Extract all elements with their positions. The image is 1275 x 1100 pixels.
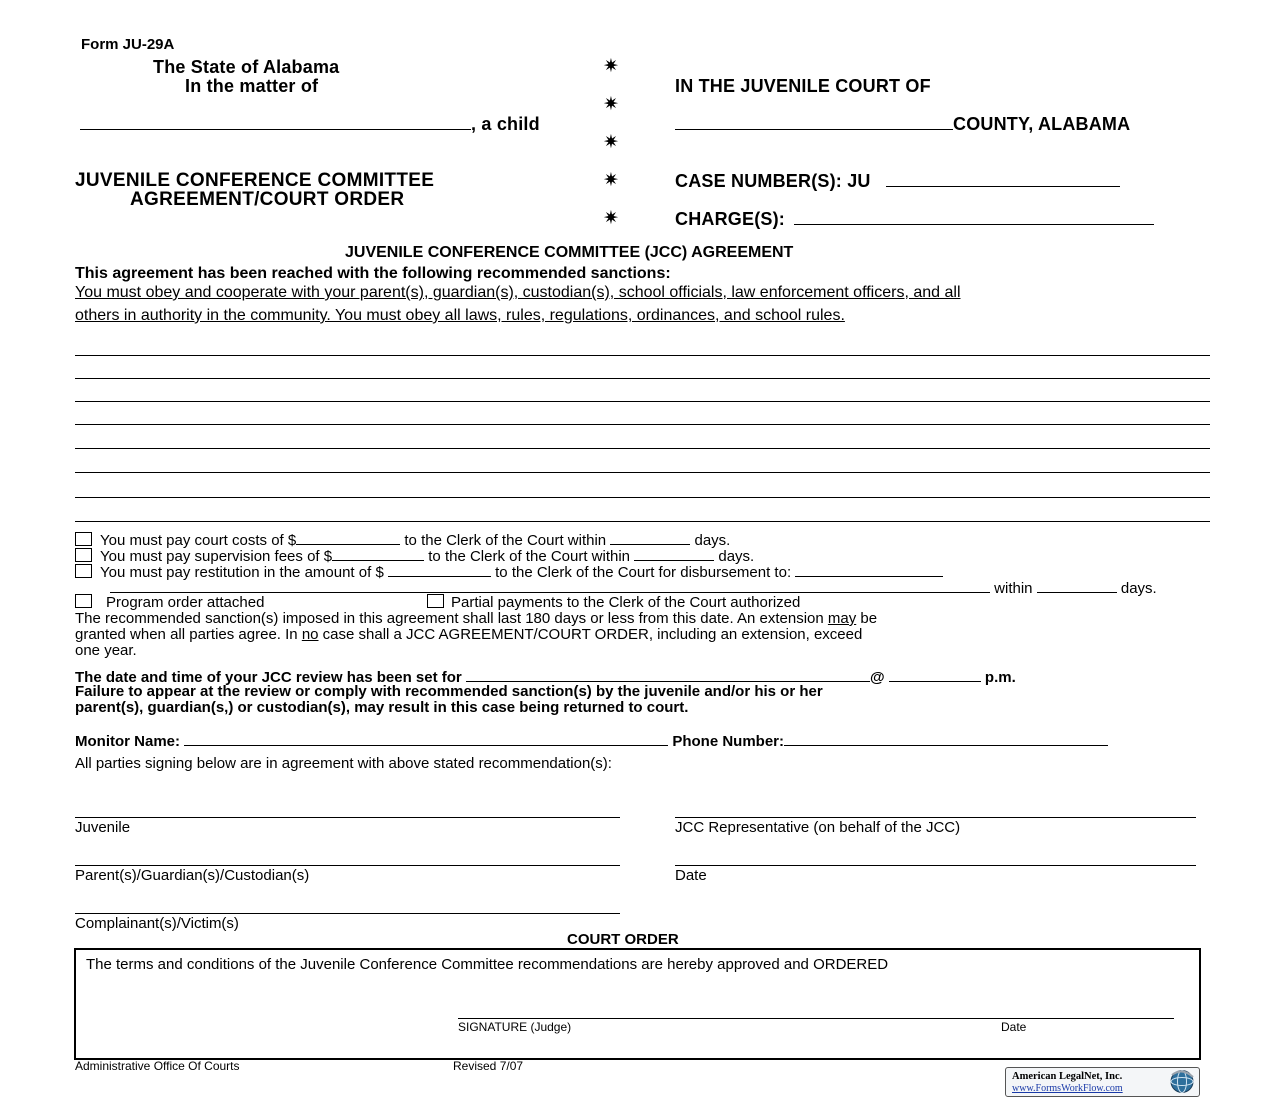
review-label: The date and time of your JCC review has been set for — [75, 669, 462, 686]
judge-signature-line[interactable] — [458, 1018, 1174, 1019]
program-order-checkbox[interactable] — [75, 594, 92, 608]
monitor-row — [75, 731, 1108, 750]
logo-url[interactable]: www.FormsWorkFlow.com — [1012, 1083, 1123, 1094]
logo-company: American LegalNet, Inc. — [1012, 1071, 1123, 1082]
sanction-line[interactable] — [75, 521, 1210, 522]
phone-number-field[interactable] — [784, 731, 1108, 746]
case-number-field[interactable] — [886, 172, 1120, 187]
sanction-line[interactable] — [75, 355, 1210, 356]
date-label: Date — [675, 867, 707, 884]
charge-row — [675, 209, 1154, 230]
county-field[interactable] — [675, 115, 953, 130]
restitution-checkbox[interactable] — [75, 564, 92, 578]
supervision-pre: You must pay supervision fees of $ — [100, 548, 333, 565]
court-order-text: The terms and conditions of the Juvenile Conference Committee recommendations are hereby approved and ORDERED — [86, 956, 889, 973]
supervision-checkbox[interactable] — [75, 548, 92, 562]
duration-para-1: The recommended sanction(s) imposed in this agreement shall last 180 days or less from this date. An extension may be — [75, 610, 878, 627]
restitution-mid: to the Clerk of the Court for disbursement to: — [495, 564, 792, 581]
court-costs-pre: You must pay court costs of $ — [100, 532, 297, 549]
partial-payments-label: Partial payments to the Clerk of the Court authorized — [451, 594, 801, 611]
case-number-row — [675, 171, 1120, 192]
review-at: @ — [869, 669, 885, 686]
county-label: COUNTY, ALABAMA — [953, 114, 1131, 134]
agreement-heading: JUVENILE CONFERENCE COMMITTEE (JCC) AGREEMENT — [345, 244, 794, 261]
court-order-heading: COURT ORDER — [567, 931, 679, 948]
court-costs-post: days. — [694, 532, 731, 549]
doc-title-line1: JUVENILE CONFERENCE COMMITTEE — [75, 170, 435, 191]
charge-label: CHARGE(S): — [675, 209, 785, 229]
sanction-line[interactable] — [75, 401, 1210, 402]
failure-line-2: parent(s), guardian(s,) or custodian(s), may result in this case being returned to court. — [75, 699, 689, 716]
star-icon: ✷ — [603, 94, 619, 115]
sanction-line[interactable] — [75, 424, 1210, 425]
star-icon: ✷ — [603, 132, 619, 153]
footer-revised: Revised 7/07 — [453, 1059, 524, 1073]
partial-payments-row — [427, 594, 800, 611]
county-row — [675, 114, 1130, 135]
complainant-label: Complainant(s)/Victim(s) — [75, 915, 239, 932]
state-label: The State of Alabama — [153, 57, 340, 77]
supervision-amount-field[interactable] — [332, 546, 424, 561]
monitor-name-field[interactable] — [184, 731, 668, 746]
restitution-recipient-field-2[interactable] — [110, 578, 990, 593]
restitution-post: days. — [1120, 580, 1157, 597]
juvenile-signature-line[interactable] — [75, 817, 620, 818]
supervision-days-field[interactable] — [634, 546, 714, 561]
sanction-line[interactable] — [75, 497, 1210, 498]
sanction-line[interactable] — [75, 448, 1210, 449]
restitution-recipient-field[interactable] — [795, 562, 943, 577]
obey-line-2: others in authority in the community. You must obey all laws, rules, regulations, ordinances, and school rules. — [75, 307, 845, 324]
juvenile-label: Juvenile — [75, 819, 131, 836]
globe-icon — [1168, 1069, 1196, 1094]
restitution-pre: You must pay restitution in the amount of $ — [100, 564, 384, 581]
star-icon: ✷ — [603, 56, 619, 77]
duration-para-3: one year. — [75, 642, 137, 659]
judge-date-label: Date — [1001, 1020, 1027, 1034]
court-costs-amount-field[interactable] — [296, 530, 400, 545]
case-number-label: CASE NUMBER(S): JU — [675, 171, 871, 191]
parents-signature-line[interactable] — [75, 865, 620, 866]
charge-field[interactable] — [794, 210, 1154, 225]
restitution-amount-field[interactable] — [388, 562, 491, 577]
restitution-within: within — [994, 580, 1033, 597]
parties-statement: All parties signing below are in agreement with above stated recommendation(s): — [75, 755, 612, 772]
star-icon: ✷ — [603, 208, 619, 229]
restitution-days-field[interactable] — [1037, 578, 1117, 593]
review-time-field[interactable] — [889, 667, 981, 682]
supervision-mid: to the Clerk of the Court within — [428, 548, 631, 565]
child-name-field[interactable] — [80, 115, 471, 130]
review-pm: p.m. — [984, 669, 1016, 686]
form-id: Form JU-29A — [81, 36, 175, 53]
court-costs-days-field[interactable] — [610, 530, 690, 545]
legalnet-logo[interactable] — [1005, 1067, 1200, 1097]
phone-label: Phone Number: — [672, 733, 785, 750]
failure-line-1: Failure to appear at the review or comply with recommended sanction(s) by the juvenile and/or his or her — [75, 683, 823, 700]
court-costs-mid: to the Clerk of the Court within — [404, 532, 607, 549]
obey-line-1: You must obey and cooperate with your parent(s), guardian(s), custodian(s), school officials, law enforcement officers, and all — [75, 284, 961, 301]
program-order-row — [75, 594, 264, 611]
star-icon: ✷ — [603, 170, 619, 191]
court-order-box — [74, 948, 1201, 1060]
date-line[interactable] — [675, 865, 1196, 866]
doc-title-line2: AGREEMENT/COURT ORDER — [130, 189, 405, 210]
agreement-intro: This agreement has been reached with the following recommended sanctions: — [75, 265, 671, 282]
judge-signature-label: SIGNATURE (Judge) — [458, 1020, 572, 1034]
partial-payments-checkbox[interactable] — [427, 594, 444, 608]
court-costs-checkbox[interactable] — [75, 532, 92, 546]
program-order-label: Program order attached — [106, 594, 265, 611]
sanction-line[interactable] — [75, 472, 1210, 473]
matter-label: In the matter of — [185, 76, 319, 96]
monitor-label: Monitor Name: — [75, 733, 180, 750]
child-suffix: , a child — [471, 114, 540, 134]
footer-office: Administrative Office Of Courts — [75, 1059, 240, 1073]
sanction-line[interactable] — [75, 378, 1210, 379]
child-name-row — [80, 114, 540, 135]
parents-label: Parent(s)/Guardian(s)/Custodian(s) — [75, 867, 310, 884]
supervision-post: days. — [718, 548, 755, 565]
complainant-signature-line[interactable] — [75, 913, 620, 914]
jcc-rep-label: JCC Representative (on behalf of the JCC) — [675, 819, 961, 836]
duration-para-2: granted when all parties agree. In no case shall a JCC AGREEMENT/COURT ORDER, including an extension, exceed — [75, 626, 863, 643]
court-label: IN THE JUVENILE COURT OF — [675, 76, 931, 96]
jcc-rep-signature-line[interactable] — [675, 817, 1196, 818]
review-date-field[interactable] — [466, 667, 870, 682]
